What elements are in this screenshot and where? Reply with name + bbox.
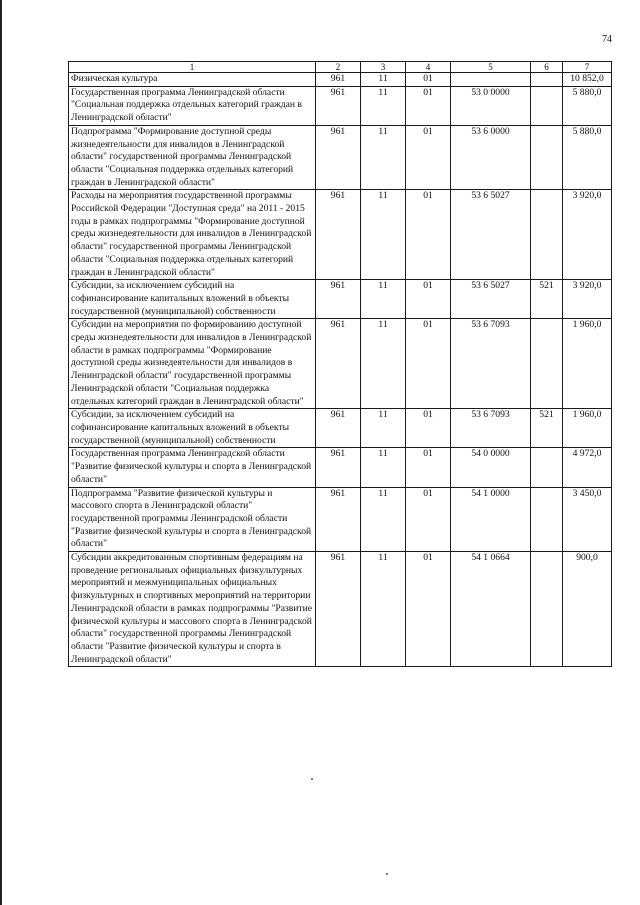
row-amount: 900,0 — [563, 552, 612, 667]
row-expense-type — [531, 73, 563, 87]
row-target: 54 1 0664 — [451, 552, 531, 667]
row-subsection: 01 — [406, 448, 451, 487]
row-section: 11 — [361, 448, 406, 487]
row-name: Подпрограмма "Развитие физической культуры и массового спорта в Ленинградской области" государственной программы Ленинградской области "Развитие физической культуры и спорта в Ленинградской области" — [69, 487, 316, 552]
row-amount: 5 880,0 — [563, 125, 612, 190]
row-code: 961 — [316, 448, 361, 487]
row-code: 961 — [316, 73, 361, 87]
row-subsection: 01 — [406, 280, 451, 319]
row-subsection: 01 — [406, 73, 451, 87]
row-section: 11 — [361, 190, 406, 280]
row-expense-type — [531, 448, 563, 487]
column-header: 2 — [316, 62, 361, 73]
column-header: 4 — [406, 62, 451, 73]
row-target: 53 6 7093 — [451, 409, 531, 448]
scan-speck — [386, 873, 388, 875]
row-target: 54 1 0000 — [451, 487, 531, 552]
scan-border — [0, 0, 2, 905]
row-name: Государственная программа Ленинградской области "Социальная поддержка отдельных категорий граждан в Ленинградской области" — [69, 86, 316, 125]
row-amount: 3 450,0 — [563, 487, 612, 552]
column-header: 7 — [563, 62, 612, 73]
row-name: Расходы на мероприятия государственной программы Российской Федерации "Доступная среда" на 2011 - 2015 годы в рамках подпрограммы "Формирование доступной среды жизнедеятельности для инвалидов в Ленинградской области" государственной программы Ленинградской области "Социальная поддержка отдельных категорий граждан в Ленинградской области" — [69, 190, 316, 280]
row-section: 11 — [361, 552, 406, 667]
row-subsection: 01 — [406, 319, 451, 409]
row-amount: 4 972,0 — [563, 448, 612, 487]
row-expense-type — [531, 190, 563, 280]
row-amount: 3 920,0 — [563, 190, 612, 280]
row-expense-type: 521 — [531, 409, 563, 448]
row-amount: 1 960,0 — [563, 319, 612, 409]
row-target: 53 0 0000 — [451, 86, 531, 125]
table-row — [69, 125, 612, 190]
row-expense-type: 521 — [531, 280, 563, 319]
table-row — [69, 409, 612, 448]
row-target: 54 0 0000 — [451, 448, 531, 487]
header-row — [69, 62, 612, 73]
row-name: Субсидии аккредитованным спортивным федерациям на проведение региональных официальных физкультурных мероприятий и межмуниципальных официальных физкультурных и спортивных мероприятий на территории Ленинградской области в рамках подпрограммы "Развитие физической культуры и массового спорта в Ленинградской области" государственной программы Ленинградской области "Развитие физической культуры и спорта в Ленинградской области" — [69, 552, 316, 667]
column-header: 6 — [531, 62, 563, 73]
row-code: 961 — [316, 409, 361, 448]
row-subsection: 01 — [406, 125, 451, 190]
table-row — [69, 190, 612, 280]
row-section: 11 — [361, 487, 406, 552]
row-target: 53 6 5027 — [451, 280, 531, 319]
row-subsection: 01 — [406, 409, 451, 448]
row-code: 961 — [316, 319, 361, 409]
row-amount: 10 852,0 — [563, 73, 612, 87]
row-section: 11 — [361, 125, 406, 190]
column-header: 1 — [69, 62, 316, 73]
row-name: Субсидии на мероприятия по формированию доступной среды жизнедеятельности для инвалидов в Ленинградской области в рамках подпрограммы "Формирование доступной среды жизнедеятельности для инвалидов в Ленинградской области" государственной программы Ленинградской области "Социальная поддержка отдельных категорий граждан в Ленинградской области" — [69, 319, 316, 409]
table-row — [69, 280, 612, 319]
column-header: 3 — [361, 62, 406, 73]
row-target: 53 6 0000 — [451, 125, 531, 190]
row-expense-type — [531, 552, 563, 667]
row-code: 961 — [316, 125, 361, 190]
row-code: 961 — [316, 280, 361, 319]
row-section: 11 — [361, 409, 406, 448]
row-amount: 1 960,0 — [563, 409, 612, 448]
budget-table — [68, 61, 612, 667]
row-amount: 5 880,0 — [563, 86, 612, 125]
row-section: 11 — [361, 73, 406, 87]
row-code: 961 — [316, 487, 361, 552]
row-code: 961 — [316, 86, 361, 125]
scan-speck — [311, 778, 313, 780]
row-section: 11 — [361, 86, 406, 125]
row-name: Государственная программа Ленинградской области "Развитие физической культуры и спорта в Ленинградской области" — [69, 448, 316, 487]
row-code: 961 — [316, 190, 361, 280]
row-section: 11 — [361, 280, 406, 319]
row-target: 53 6 7093 — [451, 319, 531, 409]
row-expense-type — [531, 319, 563, 409]
row-expense-type — [531, 487, 563, 552]
row-section: 11 — [361, 319, 406, 409]
row-name: Физическая культура — [69, 73, 316, 87]
row-amount: 3 920,0 — [563, 280, 612, 319]
table-row — [69, 319, 612, 409]
row-subsection: 01 — [406, 86, 451, 125]
row-subsection: 01 — [406, 190, 451, 280]
row-target: 53 6 5027 — [451, 190, 531, 280]
table-row — [69, 73, 612, 87]
table-row — [69, 86, 612, 125]
page-number: 74 — [602, 34, 612, 45]
row-expense-type — [531, 86, 563, 125]
row-subsection: 01 — [406, 487, 451, 552]
row-name: Субсидии, за исключением субсидий на софинансирование капитальных вложений в объекты государственной (муниципальной) собственности — [69, 280, 316, 319]
row-code: 961 — [316, 552, 361, 667]
table-row — [69, 487, 612, 552]
table-row — [69, 448, 612, 487]
row-target — [451, 73, 531, 87]
row-expense-type — [531, 125, 563, 190]
row-name: Подпрограмма "Формирование доступной среды жизнедеятельности для инвалидов в Ленинградской области" государственной программы Ленинградской области "Социальная поддержка отдельных категорий граждан в Ленинградской области" — [69, 125, 316, 190]
column-header: 5 — [451, 62, 531, 73]
table-row — [69, 552, 612, 667]
row-subsection: 01 — [406, 552, 451, 667]
row-name: Субсидии, за исключением субсидий на софинансирование капитальных вложений в объекты государственной (муниципальной) собственности — [69, 409, 316, 448]
